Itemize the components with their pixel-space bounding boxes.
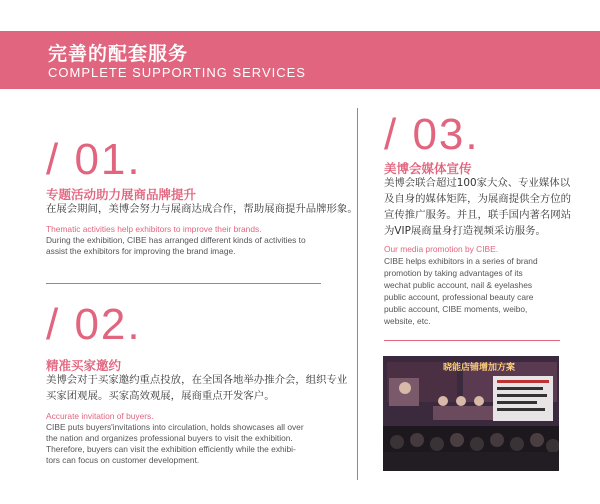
section-3-body-zh bbox=[384, 175, 571, 239]
section-2-heading: 精准买家邀约 bbox=[46, 358, 122, 373]
section-3-en-heading: Our media promotion by CIBE. bbox=[384, 244, 499, 254]
section-3-number: / 03. bbox=[384, 110, 480, 159]
section-3-body-en bbox=[384, 255, 538, 327]
section-3-zh-line: 及自身的媒体矩阵，为展商提供全方位的 bbox=[384, 193, 572, 205]
section-2-en-heading: Accurate invitation of buyers. bbox=[46, 411, 154, 421]
section-3-en-line: promotion by taking advantages of its bbox=[384, 268, 523, 278]
section-3-en-line: CIBE helps exhibitors in a series of brand bbox=[384, 256, 538, 266]
section-divider bbox=[46, 283, 321, 284]
section-1-body-zh: 在展会期间，美博会努力与展商达成合作，帮助展商提升品牌形象。 bbox=[46, 203, 358, 215]
banner-title-en: COMPLETE SUPPORTING SERVICES bbox=[48, 65, 306, 80]
section-1-en-heading: Thematic activities help exhibitors to improve their brands. bbox=[46, 224, 262, 234]
section-3-zh-line: 为VIP展商量身打造视频采访服务。 bbox=[384, 225, 546, 237]
column-divider bbox=[357, 108, 358, 480]
section-3-zh-line: 美博会联合超过100家大众、专业媒体以 bbox=[384, 177, 571, 189]
section-3-heading: 美博会媒体宣传 bbox=[384, 161, 472, 176]
section-2-en-line: CIBE puts buyers'invitations into circulation, holds showcases all over bbox=[46, 422, 304, 432]
section-2-body-zh bbox=[46, 372, 347, 404]
section-1-body-en bbox=[46, 235, 306, 257]
header-banner bbox=[0, 31, 600, 89]
section-1-number: / 01. bbox=[46, 135, 142, 184]
section-1-heading: 专题活动助力展商品牌提升 bbox=[46, 187, 197, 202]
section-divider bbox=[384, 340, 560, 341]
section-1-en-line: assist the exhibitors for improving the brand image. bbox=[46, 246, 236, 256]
section-2-en-line: Therefore, buyers can visit the exhibition efficiently while the exhibi- bbox=[46, 444, 296, 454]
section-1-en-line: During the exhibition, CIBE has arranged different kinds of activities to bbox=[46, 235, 306, 245]
section-2-zh-line: 美博会对于买家邀约重点投放，在全国各地举办推介会，组织专业 bbox=[46, 374, 348, 386]
section-2-en-line: tors can focus on customer development. bbox=[46, 455, 200, 465]
section-3-en-line: website, etc. bbox=[384, 316, 431, 326]
section-3-en-line: public account, CIBE moments, weibo, bbox=[384, 304, 528, 314]
event-photo-illustration bbox=[383, 356, 559, 471]
banner-title-zh: 完善的配套服务 bbox=[48, 43, 189, 65]
event-photo bbox=[383, 356, 559, 471]
section-3-zh-line: 宣传推广服务。并且，联手国内著名网站 bbox=[384, 209, 572, 221]
section-3-en-line: public account, professional beauty care bbox=[384, 292, 534, 302]
section-2-number: / 02. bbox=[46, 300, 142, 349]
section-3-en-line: wechat public account, nail & eyelashes bbox=[384, 280, 533, 290]
section-2-body-en bbox=[46, 422, 304, 466]
photo-caption: 晓能店铺增加方案 bbox=[443, 363, 516, 373]
section-2-en-line: the nation and organizes professional buyers to visit the exhibition. bbox=[46, 433, 293, 443]
section-2-zh-line: 买家团观展。买家高效观展，展商重点开发客户。 bbox=[46, 390, 275, 402]
